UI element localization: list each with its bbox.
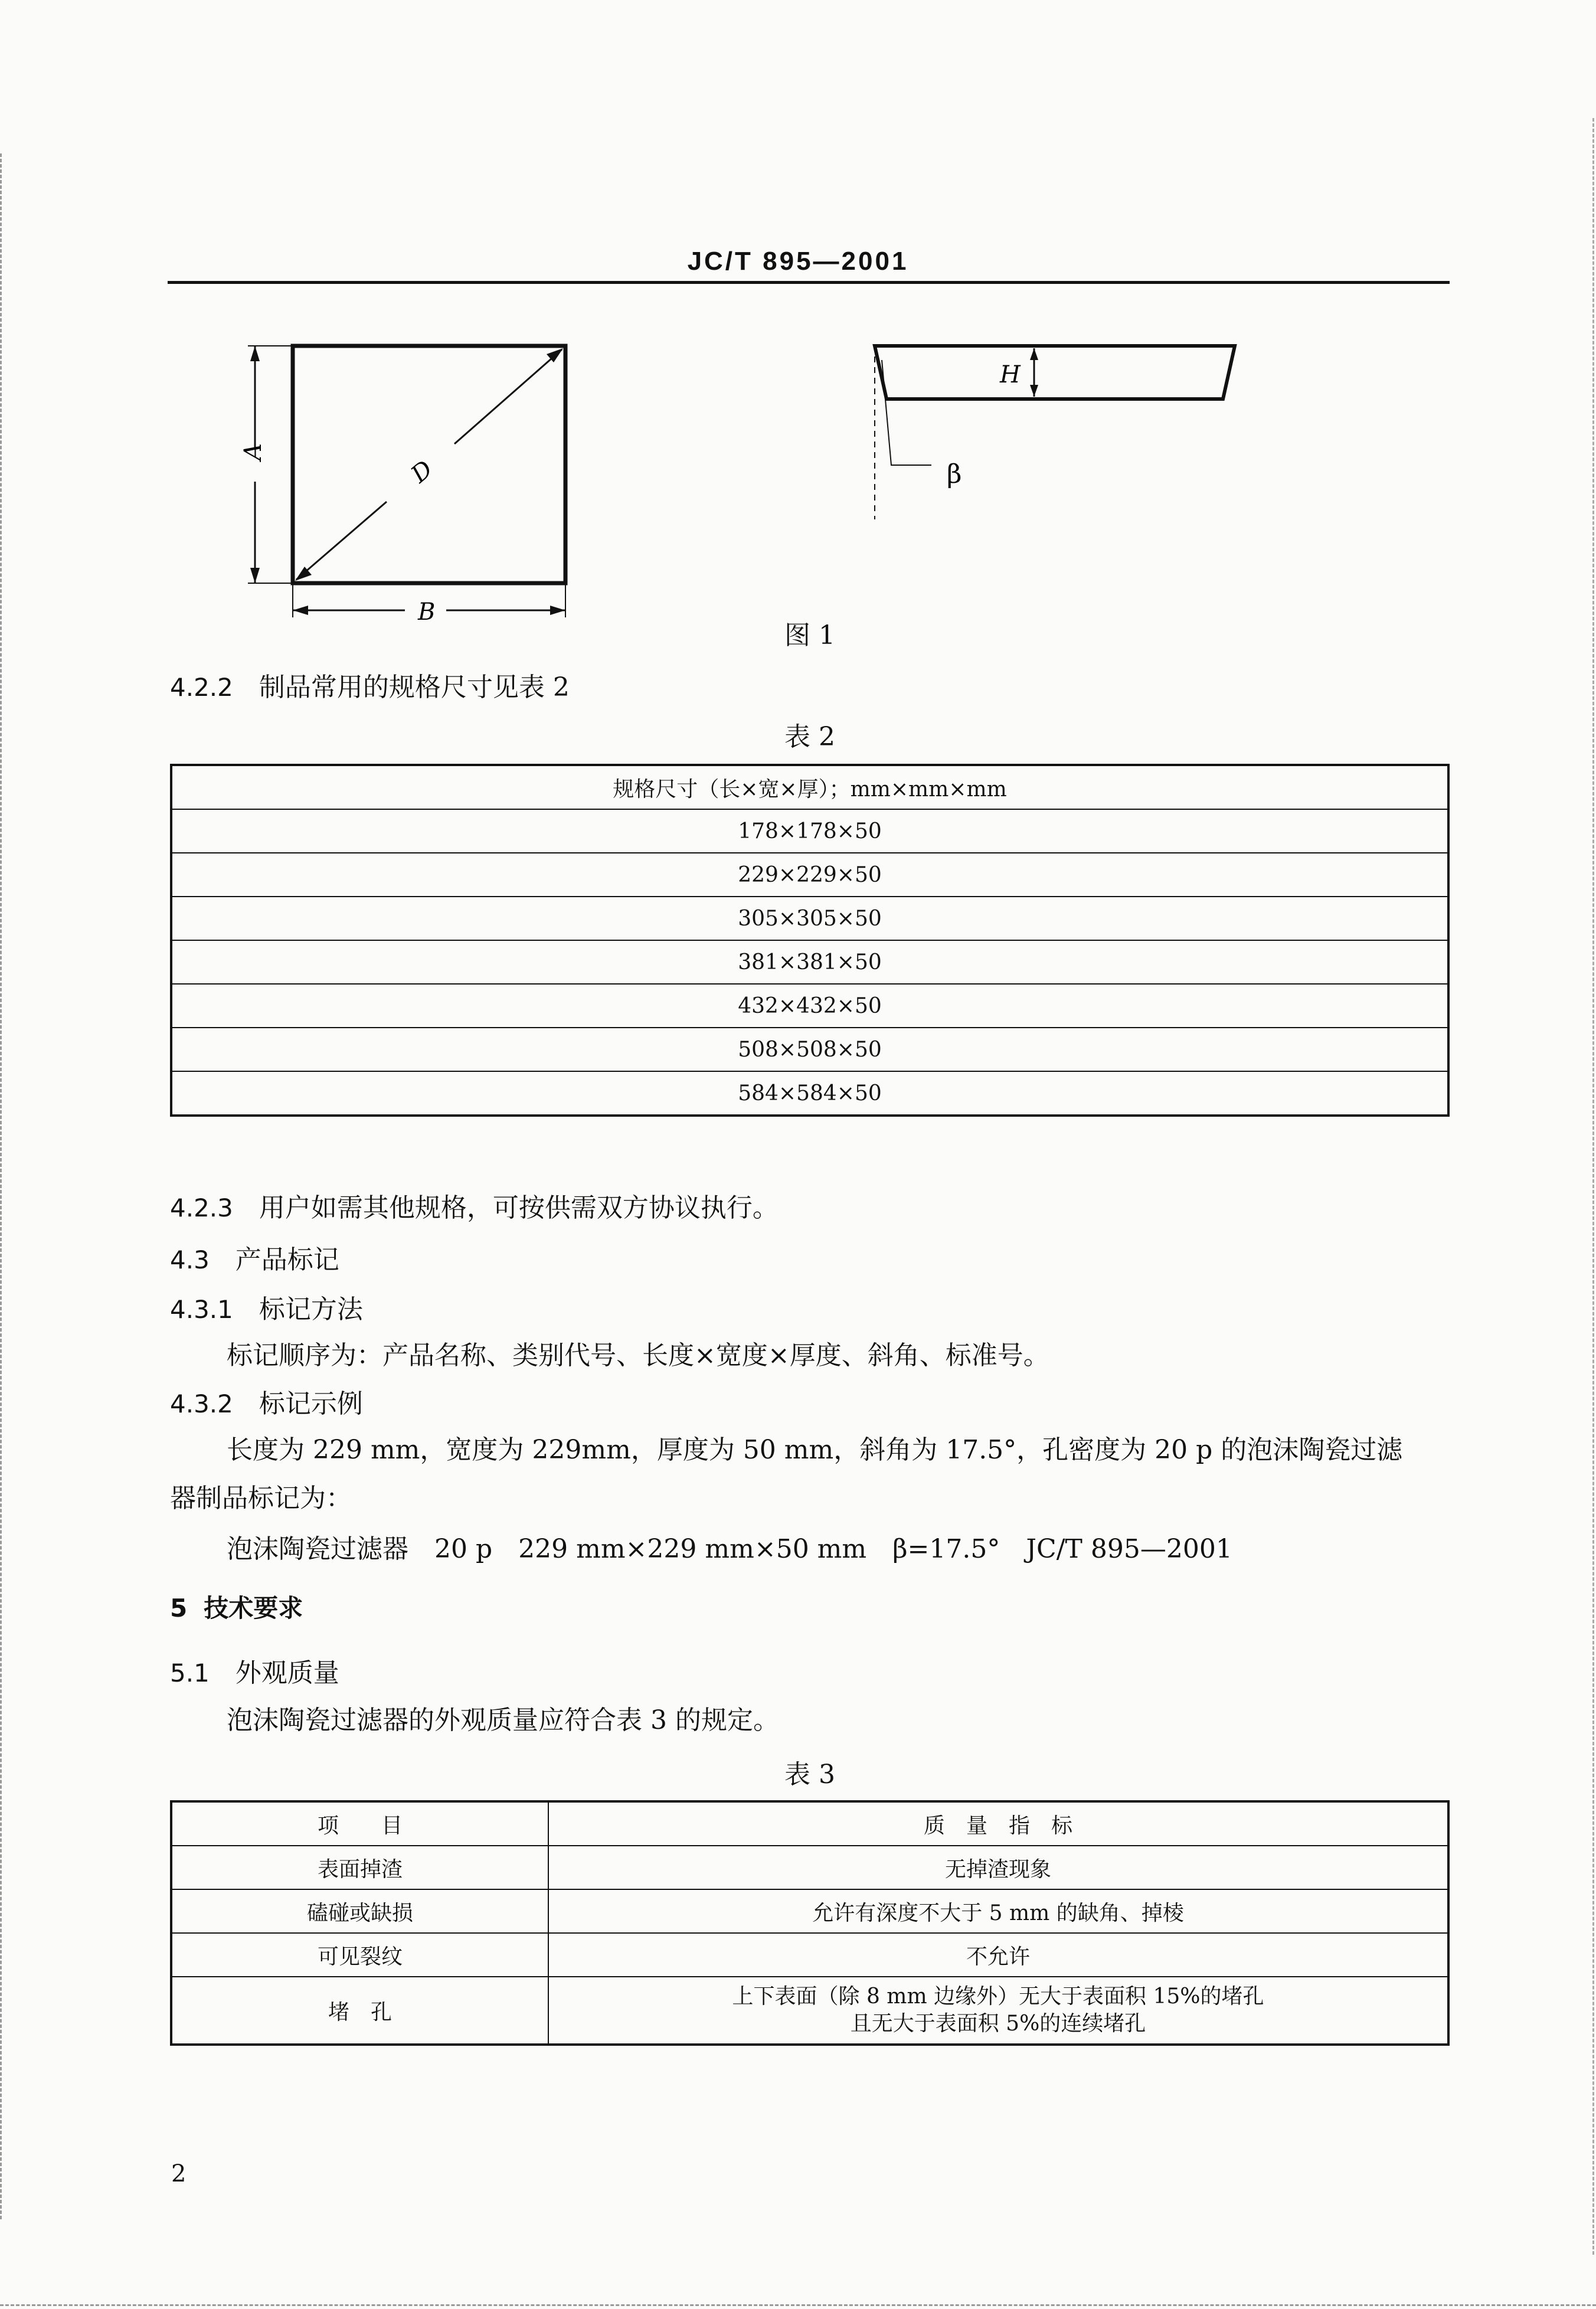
table-row xyxy=(171,1846,1448,1889)
section-text: 技术要求 xyxy=(204,1594,303,1623)
section-text: 标记方法 xyxy=(259,1294,363,1324)
plate-plan-view xyxy=(248,346,565,617)
section-text: 制品常用的规格尺寸见表 2 xyxy=(259,672,570,702)
section-number: 4.3 xyxy=(170,1245,210,1274)
section-text: 外观质量 xyxy=(235,1658,339,1688)
section-number: 4.2.3 xyxy=(170,1193,233,1222)
example-line-2: 器制品标记为： xyxy=(170,1483,352,1513)
section-5 xyxy=(170,1589,303,1624)
figure-1-caption: 图 1 xyxy=(784,620,835,650)
section-5-1 xyxy=(170,1651,339,1689)
table-row: 305×305×50 xyxy=(171,897,1448,940)
section-4-3-1 xyxy=(170,1288,363,1326)
page-number: 2 xyxy=(171,2160,187,2187)
table-2-title: 表 2 xyxy=(784,722,835,752)
section-number: 4.3.1 xyxy=(170,1295,233,1324)
table-row: 178×178×50 xyxy=(171,809,1448,853)
section-text: 标记示例 xyxy=(259,1389,363,1419)
table-row: 381×381×50 xyxy=(171,940,1448,984)
angle-label-beta: β xyxy=(947,459,962,489)
section-text: 用户如需其他规格，可按供需双方协议执行。 xyxy=(259,1193,779,1223)
marking-order-text: 标记顺序为：产品名称、类别代号、长度×宽度×厚度、斜角、标准号。 xyxy=(227,1340,1049,1371)
section-number: 4.3.2 xyxy=(170,1389,233,1418)
scan-border-bottom xyxy=(0,2304,1596,2306)
example-marking: 泡沫陶瓷过滤器 20 p 229 mm×229 mm×50 mm β=17.5° JC/T 895—2001 xyxy=(227,1534,1232,1564)
plate-section-view xyxy=(875,346,1235,519)
table-cell-spec-line-1: 上下表面（除 8 mm 边缘外）无大于表面积 15%的堵孔 xyxy=(732,1984,1264,2009)
table-2-header: 规格尺寸（长×宽×厚）；mm×mm×mm xyxy=(171,765,1448,809)
section-4-3-2 xyxy=(170,1382,363,1420)
section-number: 5 xyxy=(170,1594,188,1623)
section-4-2-3 xyxy=(170,1186,779,1224)
table-cell-spec: 允许有深度不大于 5 mm 的缺角、掉棱 xyxy=(548,1889,1448,1933)
table-row: 432×432×50 xyxy=(171,984,1448,1028)
table-row xyxy=(171,1889,1448,1933)
table-2 xyxy=(170,764,1450,1117)
table-row xyxy=(171,1977,1448,2045)
table-3-header-item: 项 目 xyxy=(171,1801,548,1846)
table-3 xyxy=(170,1800,1450,2046)
dim-label-H: H xyxy=(1000,361,1021,388)
dim-label-A: A xyxy=(240,443,267,460)
example-line-1: 长度为 229 mm，宽度为 229mm，厚度为 50 mm，斜角为 17.5°，孔密度为 20 p 的泡沫陶瓷过滤 xyxy=(227,1435,1403,1465)
dim-label-B: B xyxy=(418,598,436,626)
table-3-header-spec: 质 量 指 标 xyxy=(548,1801,1448,1846)
section-number: 5.1 xyxy=(170,1659,210,1687)
section-5-1-body: 泡沫陶瓷过滤器的外观质量应符合表 3 的规定。 xyxy=(227,1705,779,1735)
table-cell-spec: 不允许 xyxy=(548,1933,1448,1977)
figure-1-diagram xyxy=(0,0,1596,661)
section-4-3 xyxy=(170,1238,339,1276)
section-4-2-2 xyxy=(170,666,570,704)
table-cell-spec: 无掉渣现象 xyxy=(548,1846,1448,1889)
table-cell-spec xyxy=(548,1977,1448,2045)
section-text: 产品标记 xyxy=(235,1245,339,1275)
table-cell-item: 堵 孔 xyxy=(171,1977,548,2045)
table-row: 584×584×50 xyxy=(171,1071,1448,1116)
standard-code-header: JC/T 895—2001 xyxy=(687,247,909,276)
table-row: 229×229×50 xyxy=(171,853,1448,897)
table-3-title: 表 3 xyxy=(784,1759,835,1790)
table-cell-spec-line-2: 且无大于表面积 5%的连续堵孔 xyxy=(850,2012,1146,2036)
table-cell-item: 可见裂纹 xyxy=(171,1933,548,1977)
table-cell-item: 磕碰或缺损 xyxy=(171,1889,548,1933)
table-cell-item: 表面掉渣 xyxy=(171,1846,548,1889)
section-number: 4.2.2 xyxy=(170,673,233,702)
dim-label-D: D xyxy=(406,455,439,489)
table-row xyxy=(171,1933,1448,1977)
table-row: 508×508×50 xyxy=(171,1028,1448,1071)
